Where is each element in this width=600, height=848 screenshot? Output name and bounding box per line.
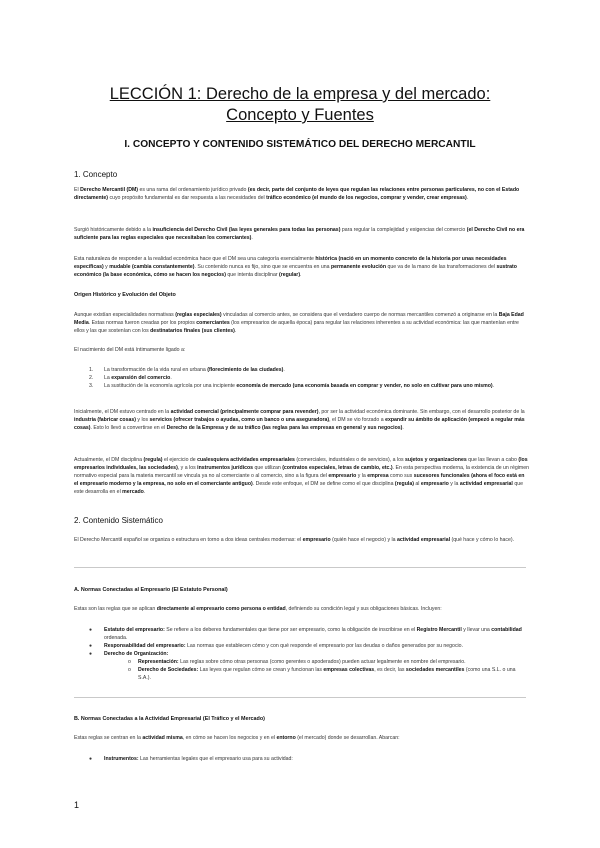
lesson-title-line1: LECCIÓN 1: Derecho de la empresa y del mercado: [109,85,491,103]
paragraph-1: El Derecho Mercantil (DM) es una rama del ordenamiento jurídico privado (es decir, parte del conjunto de leyes que regulan las relaciones entre personas particulares, no con el Estado directamente) cuyo propósito fundamental es dar respuesta a las necesidades del tráfico económico (el mundo de los negocios, comprar y vender, crear empresas). [74,187,520,201]
paragraph-8: El Derecho Mercantil español se organiza o estructura en torno a dos ideas centrales modernas: el empresario (quién hace el negocio) y la actividad empresarial (qué hace y cómo lo hace). [74,537,515,543]
lesson-title-line2: Concepto y Fuentes [226,106,374,124]
section-heading: I. CONCEPTO Y CONTENIDO SISTEMÁTICO DEL DERECHO MERCANTIL [124,139,476,150]
paragraph-7: Actualmente, el DM disciplina (regula) el ejercicio de cualesquiera actividades empresariales (comerciales, industriales o de servicios), a los sujetos y organizaciones que las llevan a cabo (los empresarios individuales, las sociedades), y a los instrumentos jurídicos que utilizan (contratos especiales, letras de cambio, etc.). En esta perspectiva moderna, la existencia de un régimen normativo especial para la materia mercantil se vincula ya no al comerciante o al comercio, sino a la figura del empresario y la empresa como sus sucesores funcionales (ahora el foco está en el empresario moderno y la empresa, no solo en el comerciante antiguo). Desde este enfoque, el DM se define como el que disciplina (regula) al empresario y la actividad empresarial que este desarrolla en el mercado. [74,457,530,495]
paragraph-2: Surgió históricamente debido a la insuficiencia del Derecho Civil (las leyes generales para todas las personas) para regular la complejidad y exigencias del comercio (el Derecho Civil no era suficiente para las reglas especiales que necesitaban los comerciantes). [74,227,525,241]
origen-heading: Origen Histórico y Evolución del Objeto [74,292,176,298]
contenido-heading: 2. Contenido Sistemático [74,516,163,525]
paragraph-4: Aunque existían especialidades normativas (reglas especiales) vinculadas al comercio antes, se considera que el verdadero cuerpo de normas mercantiles comenzó a originarse en la Baja Edad Media. Estas normas fueron creadas por los propios comerciantes (los empresarios de aquella época) para regular las relaciones inherentes a su actividad económica: las que mantenían entre ellos y las que sostenían con los destinatarios finales (sus clientes). [74,312,524,334]
page-number: 1 [74,800,80,810]
bullet-item: ● Estatuto del empresario: Se refiere a los deberes fundamentales que tiene por ser empresario, como la obligación de inscribirse en el Registro Mercantil y llevar una contabilidad ordenada. [89,627,522,641]
list-item: 3. La sustitución de la economía agrícola por una incipiente economía de mercado (una economía basada en comprar y vender, no solo en cultivar para uno mismo). [89,383,495,389]
sub-bullet-item: o Derecho de Sociedades: Las leyes que regulan cómo se crean y funcionan las empresas colectivas, es decir, las sociedades mercantiles (como una S.L. o una S.A.). [128,667,516,681]
list-item: 1. La transformación de la vida rural en urbana (florecimiento de las ciudades). [89,367,285,373]
bullet-item: ● Instrumentos: Las herramientas legales que el empresario usa para su actividad: [89,756,293,762]
subsection-b-heading: B. Normas Conectadas a la Actividad Empresarial (El Tráfico y el Mercado) [74,716,265,722]
list-item: 2. La expansión del comercio. [89,375,172,381]
paragraph-6: Inicialmente, el DM estuvo centrado en la actividad comercial (principalmente comprar para revender), por ser la actividad económica dominante. Sin embargo, con el desarrollo posterior de la industria (fabricar cosas) y los servicios (ofrecer trabajos o ayudas, como un banco o una aseguradora), el DM se vio forzado a expandir su ámbito de aplicación (empezó a regular más cosas). Esto lo llevó a convertirse en el Derecho de la Empresa y de su tráfico (las reglas para las empresas en general y sus negocios). [74,409,525,431]
bullet-item: ● Responsabilidad del empresario: Las normas que establecen cómo y con qué responde el empresario por las deudas o daños generados por su negocio. [89,643,464,649]
paragraph-3: Esta naturaleza de responder a la realidad económica hace que el DM sea una categoría esencialmente histórica (nació en un momento concreto de la historia por unas necesidades específicas) y mudable (cambia constantemente). Su contenido nunca es fijo, sino que se encuentra en una permanente evolución que va de la mano de las transformaciones del sustrato económico (la base económica, cómo se hacen los negocios) que intenta disciplinar (regular). [74,256,517,278]
bullet-item: ● Derecho de Organización: [89,651,169,657]
paragraph-5: El nacimiento del DM está íntimamente ligado a: [74,347,186,353]
horizontal-divider [74,697,526,698]
horizontal-divider [74,567,526,568]
paragraph-10: Estas reglas se centran en la actividad misma, en cómo se hacen los negocios y en el entorno (el mercado) donde se desarrollan. Abarcan: [74,735,400,741]
lesson-title [60,84,540,126]
sub-bullet-item: o Representación: Las reglas sobre cómo otras personas (como gerentes o apoderados) pueden actuar legalmente en nombre del empresario. [128,659,466,665]
concepto-heading: 1. Concepto [74,170,118,179]
subsection-a-heading: A. Normas Conectadas al Empresario (El Estatuto Personal) [74,587,228,593]
paragraph-9: Estas son las reglas que se aplican directamente al empresario como persona o entidad, definiendo su condición legal y sus obligaciones básicas. Incluyen: [74,606,442,612]
